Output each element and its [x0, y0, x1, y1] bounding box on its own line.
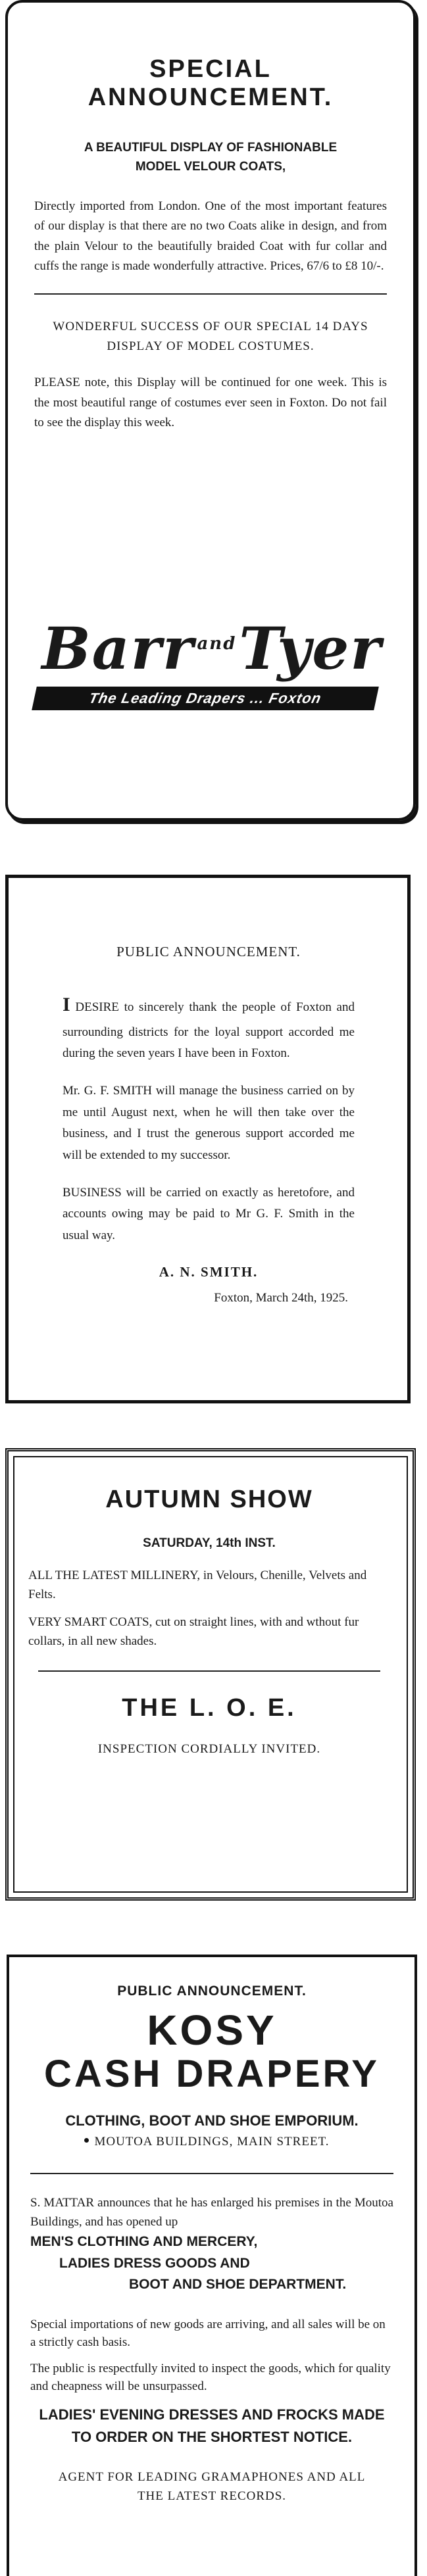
ad4-subtitle: CLOTHING, BOOT AND SHOE EMPORIUM.	[65, 2112, 359, 2129]
bullet-dot-icon	[84, 2138, 89, 2143]
ad3-millinery-paragraph: ALL THE LATEST MILLINERY, in Velours, Chenille, Velvets and Felts.	[28, 1568, 367, 1601]
ad1-costume-heading	[34, 317, 387, 356]
ad4-importations-paragraph: Special importations of new goods are arriving, and all sales will be on a strictly cash basis.	[30, 2317, 386, 2350]
ad1-coats-paragraph: Directly imported from London. One of the most important features of our display is that there are no two Coats alike in design, and from the plain Velour to the beautifully braided Coat with fur collar and cuffs the range is made wonderfully attractive. Prices, 67/6 to £8 10/-.	[34, 199, 387, 274]
ad1-subtitle	[47, 138, 374, 177]
ad4-heading: PUBLIC ANNOUNCEMENT.	[117, 1983, 307, 1999]
ad1-divider	[34, 293, 387, 295]
ad2-thanks-text: DESIRE to sincerely thank the people of Foxton and surrounding districts for the loyal support accorded me during the seven years I have been in Foxton.	[63, 1000, 355, 1061]
ad2-business-paragraph: BUSINESS will be carried on exactly as heretofore, and accounts owing may be paid to Mr G. F. Smith in the usual way.	[63, 1185, 355, 1242]
kosy-drapery-advertisement	[7, 1955, 417, 2576]
ad4-invite-paragraph: The public is respectfully invited to inspect the goods, which for quality and cheapness will be unsurpassed.	[30, 2361, 391, 2394]
ad3-invite: INSPECTION CORDIALLY INVITED.	[97, 1742, 321, 1756]
ad3-coats-paragraph: VERY SMART COATS, cut on straight lines, with and wthout fur collars, in all new shades.	[28, 1615, 359, 1648]
ad4-agent-line2: THE LATEST RECORDS.	[137, 2489, 287, 2503]
logo-script-name	[21, 614, 403, 683]
ad2-heading: PUBLIC ANNOUNCEMENT.	[116, 944, 301, 960]
ad2-thanks-paragraph	[63, 988, 355, 1065]
autumn-show-advertisement	[5, 1448, 416, 1901]
ad2-dropcap: I	[63, 994, 70, 1015]
logo-name-tyer: Tyer	[239, 614, 382, 683]
logo-tagline: The Leading Drapers ... Foxton	[88, 690, 324, 706]
ad1-costume-heading-line2: DISPLAY OF MODEL COSTUMES.	[107, 339, 314, 353]
ad1-subtitle-line2: MODEL VELOUR COATS,	[135, 160, 286, 174]
smith-announcement	[5, 875, 411, 1403]
ad4-agent-notice	[30, 2468, 393, 2506]
ad4-agent-line1: AGENT FOR LEADING GRAMAPHONES AND ALL	[58, 2470, 366, 2485]
logo-name-barr: Barr	[41, 614, 195, 683]
ad1-title: SPECIAL ANNOUNCEMENT.	[88, 55, 334, 111]
ad3-divider	[38, 1670, 380, 1672]
ad4-ladies-line2: TO ORDER ON THE SHORTEST NOTICE.	[71, 2429, 353, 2446]
ad4-dept-boots: BOOT AND SHOE DEPARTMENT.	[129, 2277, 347, 2293]
logo-and: and	[197, 633, 237, 654]
ad4-address: MOUTOA BUILDINGS, MAIN STREET.	[94, 2135, 330, 2149]
ad4-enlarged-paragraph: S. MATTAR announces that he has enlarged his premises in the Moutoa Buildings, and has opened up	[30, 2196, 393, 2229]
ad1-costume-paragraph: PLEASE note, this Display will be continued for one week. This is the most beautiful range of costumes ever seen in Foxton. Do not fail to see the display this week.	[34, 376, 387, 430]
ad1-costume-heading-line1: WONDERFUL SUCCESS OF OUR SPECIAL 14 DAYS	[53, 320, 368, 334]
ad4-name-kosy: KOSY	[147, 2006, 277, 2054]
barr-tyer-advertisement	[5, 0, 416, 821]
ad2-signature: A. N. SMITH.	[159, 1263, 259, 1280]
ad4-dept-mens: MEN'S CLOTHING AND MERCERY,	[30, 2234, 258, 2250]
barr-tyer-logo	[21, 614, 403, 726]
ad4-divider	[30, 2173, 393, 2174]
logo-tagline-bar	[32, 687, 379, 710]
ad1-subtitle-line1: A BEAUTIFUL DISPLAY OF FASHIONABLE	[84, 141, 338, 155]
ad4-ladies-line1: LADIES' EVENING DRESSES AND FROCKS MADE	[39, 2406, 385, 2423]
ad2-date: Foxton, March 24th, 1925.	[214, 1290, 348, 1305]
ad3-store-name: THE L. O. E.	[122, 1694, 297, 1722]
ad4-name-drapery: CASH DRAPERY	[44, 2053, 380, 2096]
ad3-date: SATURDAY, 14th INST.	[143, 1536, 276, 1550]
ad4-dept-ladies: LADIES DRESS GOODS AND	[59, 2255, 250, 2271]
ad4-ladies-dresses	[30, 2404, 393, 2448]
ad2-manager-paragraph: Mr. G. F. SMITH will manage the business carried on by me until August next, when he will then take over the business, and I trust the generous support accorded me will be extended to my successor.	[63, 1083, 355, 1162]
ad3-title: AUTUMN SHOW	[105, 1486, 313, 1513]
